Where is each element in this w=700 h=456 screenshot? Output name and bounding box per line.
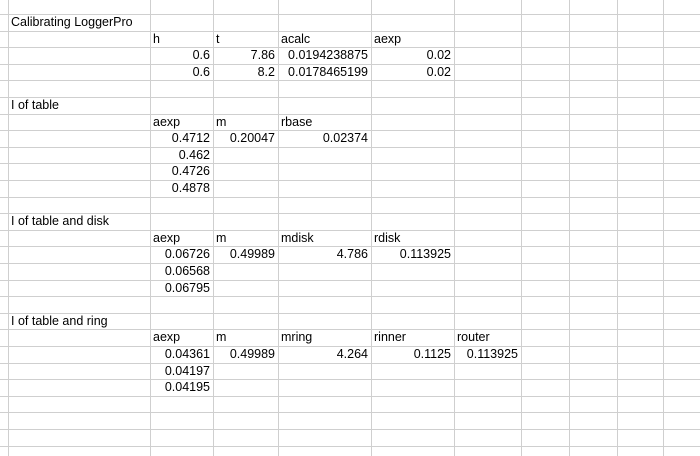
cell[interactable]: mdisk [281, 230, 314, 245]
cell[interactable]: rdisk [374, 230, 401, 245]
cell[interactable]: aexp [153, 114, 181, 129]
grid-row-line [0, 379, 700, 380]
cell[interactable]: I of table [11, 98, 59, 112]
cell[interactable]: 0.0178465199 [288, 64, 368, 79]
cell[interactable]: 0.6 [192, 48, 210, 63]
grid-column-line [521, 0, 522, 456]
cell[interactable]: 0.02374 [322, 131, 368, 146]
cell[interactable]: 0.06568 [164, 264, 210, 278]
cell[interactable]: 0.02 [426, 48, 451, 63]
cell[interactable]: rbase [281, 114, 313, 129]
cell[interactable]: 0.49989 [229, 247, 275, 262]
cell[interactable]: 4.264 [336, 347, 368, 361]
grid-row-line [0, 363, 700, 364]
grid-row-line [0, 147, 700, 148]
cell[interactable]: h [153, 31, 160, 46]
grid-row-line [0, 163, 700, 164]
cell[interactable]: aexp [153, 230, 181, 245]
cell[interactable]: mring [281, 330, 313, 345]
cell[interactable]: t [216, 31, 220, 46]
cell[interactable]: aexp [153, 330, 181, 345]
grid-row-line [0, 412, 700, 413]
cell[interactable]: 0.04197 [164, 363, 210, 378]
cell[interactable]: router [457, 330, 490, 345]
grid-row-line [0, 180, 700, 181]
grid-row-line [0, 80, 700, 81]
grid-row-line [0, 280, 700, 281]
cell[interactable]: 0.1125 [413, 347, 451, 361]
cell[interactable]: 0.04195 [164, 380, 210, 395]
cell[interactable]: 0.113925 [466, 347, 518, 361]
grid-row-line [0, 396, 700, 397]
cell[interactable]: m [216, 330, 227, 345]
cell[interactable]: rinner [374, 330, 406, 345]
cell[interactable]: m [216, 230, 227, 245]
cell[interactable]: aexp [374, 31, 402, 46]
grid-row-line [0, 446, 700, 447]
grid-column-line [663, 0, 664, 456]
grid-row-line [0, 197, 700, 198]
cell[interactable]: 0.462 [178, 147, 210, 162]
cell[interactable]: 0.4712 [171, 131, 210, 146]
cell[interactable]: 0.113925 [399, 247, 451, 262]
cell[interactable]: I of table and disk [11, 214, 109, 229]
cell[interactable]: 0.4726 [171, 164, 210, 179]
cell[interactable]: 4.786 [336, 247, 368, 262]
cell[interactable]: m [216, 114, 227, 129]
cell[interactable]: 7.86 [250, 48, 275, 63]
cell[interactable]: 0.06795 [164, 280, 210, 295]
cell[interactable]: 0.4878 [171, 181, 210, 195]
cell[interactable]: 0.0194238875 [288, 48, 368, 63]
grid-row-line [0, 429, 700, 430]
cell[interactable]: I of table and ring [11, 313, 108, 328]
cell[interactable]: 0.20047 [229, 131, 275, 146]
grid-column-line [569, 0, 570, 456]
cell[interactable]: 8.2 [257, 64, 275, 79]
grid-row-line [0, 296, 700, 297]
cell[interactable]: 0.06726 [164, 247, 210, 262]
cell[interactable]: Calibrating LoggerPro [11, 15, 133, 29]
grid-row-line [0, 263, 700, 264]
cell[interactable]: 0.49989 [229, 347, 275, 361]
cell[interactable]: 0.04361 [164, 347, 210, 361]
grid-column-line [617, 0, 618, 456]
cell[interactable]: acalc [281, 31, 311, 46]
grid-column-line [454, 0, 455, 456]
cell[interactable]: 0.02 [426, 64, 451, 79]
cell[interactable]: 0.6 [192, 64, 210, 79]
